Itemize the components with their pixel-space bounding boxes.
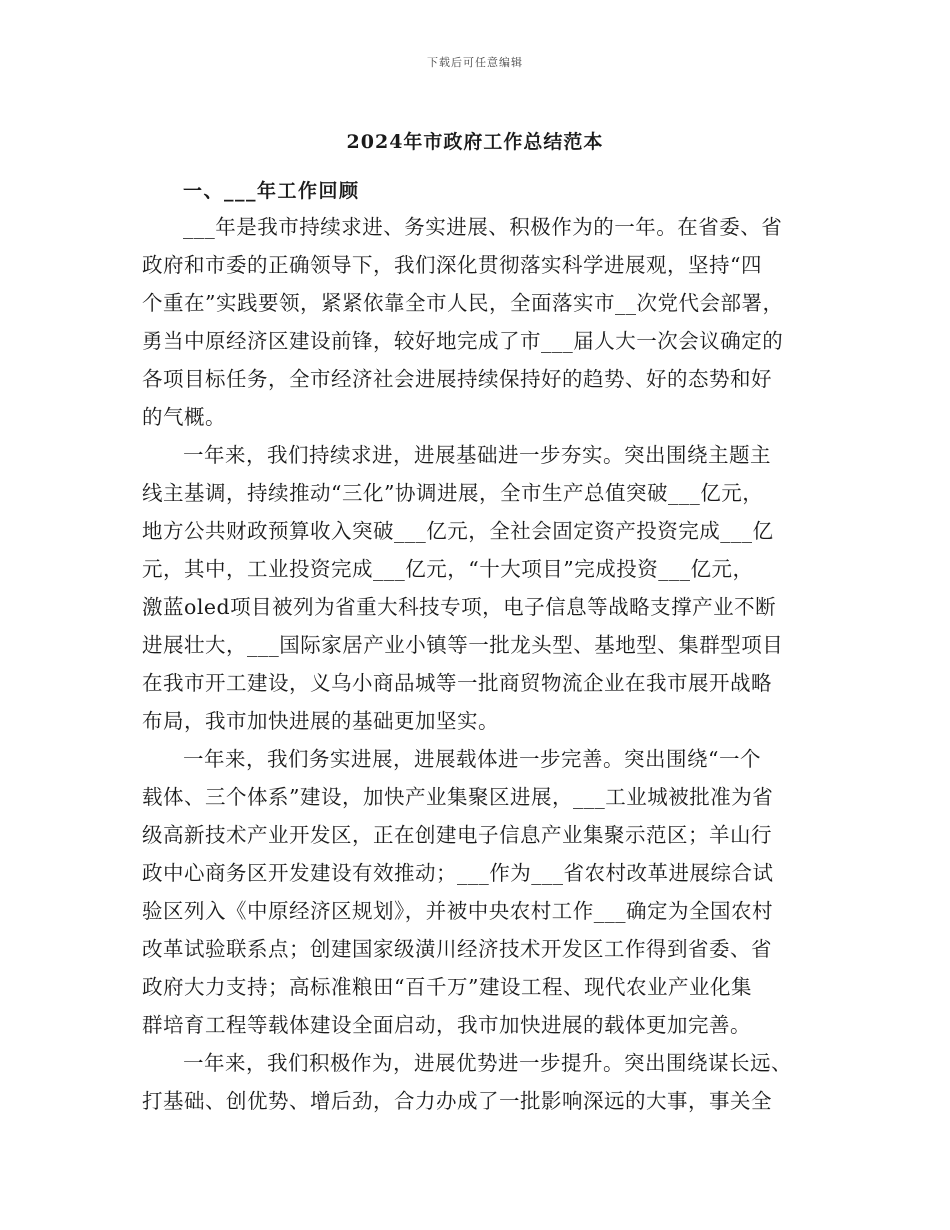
paragraph-line: 政府和市委的正确领导下，我们深化贯彻落实科学进展观，坚持“四 (142, 253, 762, 277)
paragraph-line: 政中心商务区开发建设有效推动；___作为___省农村改革进展综合试 (142, 861, 774, 885)
paragraph-line: 地方公共财政预算收入突破___亿元，全社会固定资产投资完成___亿 (142, 519, 774, 543)
paragraph-line: 载体、三个体系”建设，加快产业集聚区进展，___工业城被批准为省 (142, 785, 774, 809)
paragraph-1 (142, 208, 832, 436)
paragraph-line: 进展壮大，___国际家居产业小镇等一批龙头型、基地型、集群型项目 (142, 633, 784, 657)
paragraph-line: 线主基调，持续推动“三化”协调进展，全市生产总值突破___亿元， (142, 481, 764, 505)
document-body (142, 208, 832, 1120)
paragraph-line: 打基础、创优势、增后劲，合力办成了一批影响深远的大事，事关全 (142, 1089, 772, 1113)
paragraph-line: 激蓝oled项目被列为省重大科技专项，电子信息等战略支撑产业不断 (142, 595, 777, 619)
header-note: 下载后可任意编辑 (427, 56, 523, 69)
paragraph-line: 政府大力支持；高标准粮田“百千万”建设工程、现代农业产业化集 (142, 975, 752, 999)
paragraph-line: 元，其中，工业投资完成___亿元，“十大项目”完成投资___亿元， (142, 557, 754, 581)
paragraph-line: 各项目标任务，全市经济社会进展持续保持好的趋势、好的态势和好 (142, 367, 772, 391)
paragraph-3 (142, 740, 832, 1044)
paragraph-line: 群培育工程等载体建设全面启动，我市加快进展的载体更加完善。 (142, 1013, 751, 1037)
paragraph-line: 验区列入《中原经济区规划》，并被中央农村工作___确定为全国农村 (142, 899, 773, 923)
paragraph-line: 一年来，我们持续求进，进展基础进一步夯实。突出围绕主题主 (183, 443, 771, 467)
document-title: 2024年市政府工作总结范本 (346, 131, 604, 153)
paragraph-line: 级高新技术产业开发区，正在创建电子信息产业集聚示范区；羊山行 (142, 823, 772, 847)
paragraph-line: 勇当中原经济区建设前锋，较好地完成了市___届人大一次会议确定的 (142, 329, 784, 353)
paragraph-line: 布局，我市加快进展的基础更加坚实。 (142, 709, 499, 733)
paragraph-line: 个重在”实践要领，紧紧依靠全市人民，全面落实市__次党代会部署， (142, 291, 784, 315)
section-heading: 一、___年工作回顾 (183, 180, 360, 202)
paragraph-line: 在我市开工建设，义乌小商品城等一批商贸物流企业在我市展开战略 (142, 671, 772, 695)
paragraph-line: 的气概。 (142, 405, 226, 429)
paragraph-line: ___年是我市持续求进、务实进展、积极作为的一年。在省委、省 (183, 215, 783, 239)
paragraph-line: 改革试验联系点；创建国家级潢川经济技术开发区工作得到省委、省 (142, 937, 772, 961)
paragraph-line: 一年来，我们务实进展，进展载体进一步完善。突出围绕“一个 (183, 747, 761, 771)
paragraph-2 (142, 436, 832, 740)
paragraph-line: 一年来，我们积极作为，进展优势进一步提升。突出围绕谋长远、 (183, 1051, 792, 1075)
paragraph-4 (142, 1044, 832, 1120)
